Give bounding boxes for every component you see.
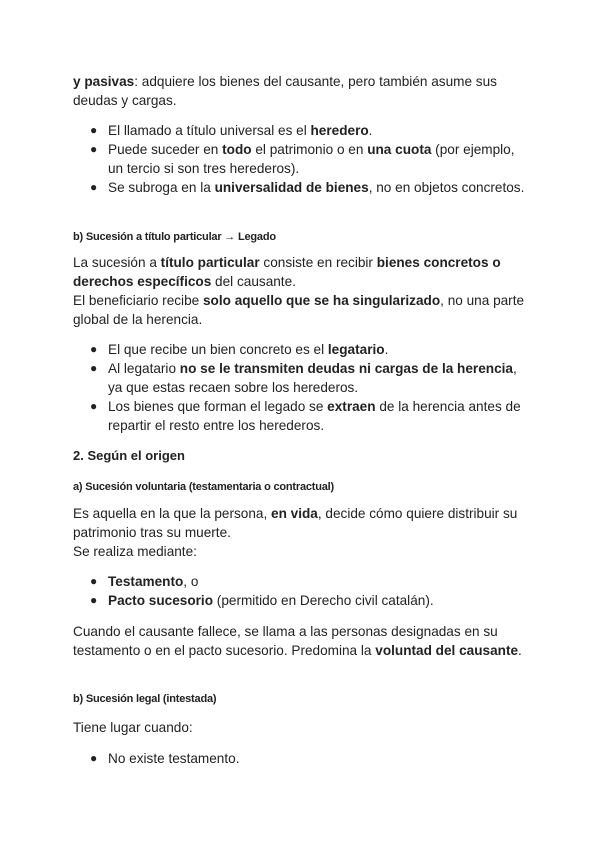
list-item xyxy=(90,140,530,178)
bold-text: título particular xyxy=(160,255,260,270)
text-run: . xyxy=(384,342,389,357)
heading-b-legado-text: b) Sucesión a título particular → Legado xyxy=(73,231,276,243)
list-item xyxy=(90,178,530,197)
bold-text: legatario xyxy=(327,342,385,357)
bullet-icon: ● xyxy=(90,399,98,413)
bullet-icon: ● xyxy=(90,361,98,375)
text-run: El llamado a título universal es el xyxy=(108,123,311,138)
text-run: , o xyxy=(183,574,199,589)
bold-text: Pacto sucesorio xyxy=(108,593,214,608)
text-run: . xyxy=(368,123,373,138)
bullet-icon: ● xyxy=(90,123,98,137)
paragraph-fallece xyxy=(73,622,530,660)
paragraph-fallece-text xyxy=(73,622,530,660)
text-run: , no una parte global de la herencia. xyxy=(73,293,525,327)
bullet-icon: ● xyxy=(90,593,98,607)
text-run: Al legatario xyxy=(108,361,180,376)
list-medios xyxy=(90,572,530,610)
list-item xyxy=(90,340,530,359)
paragraph-top-text xyxy=(73,72,530,110)
bold-text: y pasivas xyxy=(73,74,135,89)
bold-text: universalidad de bienes xyxy=(214,180,369,195)
heading-b-legal xyxy=(73,689,530,707)
heading-b-legal-text: b) Sucesión legal (intestada) xyxy=(73,693,217,705)
bold-text: bienes concretos o derechos específicos xyxy=(73,255,501,289)
bold-text: todo xyxy=(222,142,252,157)
list-item xyxy=(90,397,530,435)
text-run: Los bienes que forman el legado se xyxy=(108,399,328,414)
bold-text: Testamento xyxy=(108,574,184,589)
text-run: , decide cómo quiere distribuir su patrimonio tras su muerte. xyxy=(73,506,518,540)
text-run: El beneficiario recibe xyxy=(73,293,203,308)
bullet-icon: ● xyxy=(90,574,98,588)
list-item xyxy=(90,591,530,610)
text-run: Se subroga en la xyxy=(108,180,215,195)
bold-text: una cuota xyxy=(367,142,432,157)
list-legatario xyxy=(90,340,530,435)
bold-text: voluntad del causante xyxy=(375,643,519,658)
text-run: Es aquella en la que la persona, xyxy=(73,506,272,521)
text-run: del causante. xyxy=(211,274,296,289)
text-run: . xyxy=(518,643,522,658)
bold-text: extraen xyxy=(327,399,376,414)
text-run: Cuando el causante fallece, se llama a las personas designadas en su testamento o en el pacto sucesorio. Predomina la xyxy=(73,624,498,658)
paragraph-top xyxy=(73,72,530,110)
text-run: El que recibe un bien concreto es el xyxy=(108,342,328,357)
text-run: : adquiere los bienes del causante, pero también asume sus deudas y cargas. xyxy=(73,74,497,108)
paragraph-voluntaria xyxy=(73,504,530,561)
list-item xyxy=(90,121,530,140)
bold-text: solo aquello que se ha singularizado xyxy=(202,293,441,308)
paragraph-legado-text xyxy=(73,253,530,329)
heading-2-origen xyxy=(73,447,530,465)
paragraph-voluntaria-text xyxy=(73,504,530,561)
text-run: el patrimonio o en xyxy=(251,142,368,157)
text-run: (permitido en Derecho civil catalán). xyxy=(213,593,434,608)
list-item xyxy=(90,359,530,397)
bullet-icon: ● xyxy=(90,751,98,765)
heading-b-legado xyxy=(73,227,530,245)
bullet-icon: ● xyxy=(90,180,98,194)
text-run: No existe testamento. xyxy=(108,751,240,766)
text-run: (por ejemplo, un tercio si son tres herederos). xyxy=(108,142,515,176)
text-run: , no en objetos concretos. xyxy=(368,180,525,195)
heading-a-voluntaria-text: a) Sucesión voluntaria (testamentaria o contractual) xyxy=(73,481,335,493)
list-item xyxy=(90,572,530,591)
bullet-icon: ● xyxy=(90,342,98,356)
text-run: de la herencia antes de repartir el resto entre los herederos. xyxy=(108,399,521,433)
bullet-icon: ● xyxy=(90,142,98,156)
paragraph-tiene-text: Tiene lugar cuando: xyxy=(73,720,193,735)
list-intestada xyxy=(90,749,530,768)
paragraph-legado xyxy=(73,253,530,329)
paragraph-tiene xyxy=(73,718,530,737)
bold-text: heredero xyxy=(310,123,369,138)
heading-a-voluntaria xyxy=(73,477,530,495)
bold-text: no se le transmiten deudas ni cargas de la herencia xyxy=(179,361,513,376)
list-item xyxy=(90,749,530,768)
heading-2-origen-text: 2. Según el origen xyxy=(73,448,185,463)
text-run: consiste en recibir xyxy=(259,255,377,270)
text-run: Se realiza mediante: xyxy=(73,544,197,559)
text-run: , ya que estas recaen sobre los herederos. xyxy=(108,361,517,395)
text-run: La sucesión a xyxy=(73,255,161,270)
text-run: Puede suceder en xyxy=(108,142,223,157)
list-heredero xyxy=(90,121,530,197)
bold-text: en vida xyxy=(271,506,318,521)
